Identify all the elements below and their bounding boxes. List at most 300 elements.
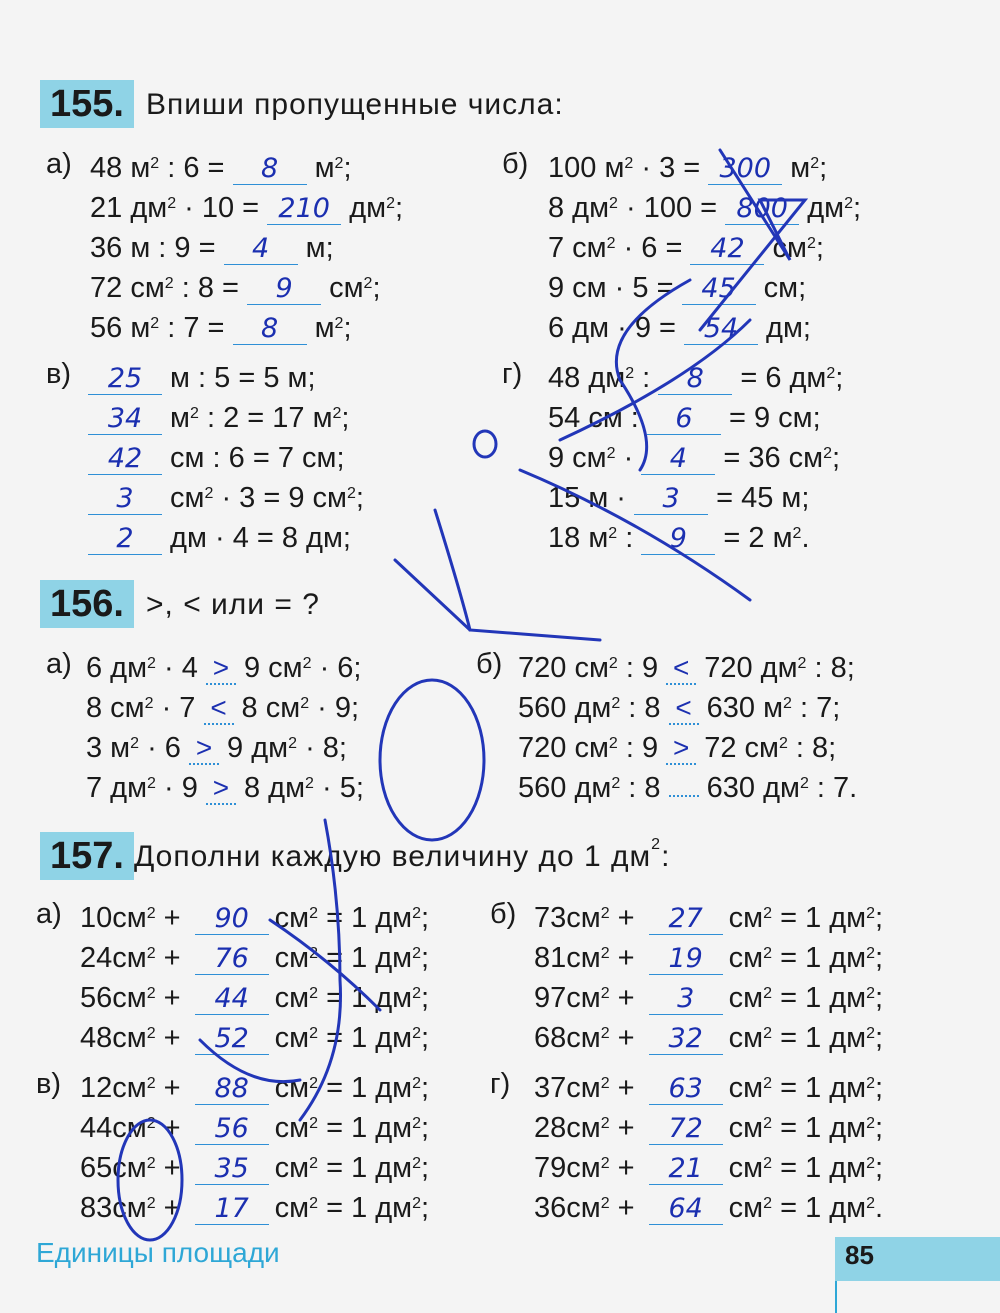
unit: см xyxy=(112,1072,147,1104)
plus-sign: + xyxy=(609,902,643,934)
area-row xyxy=(80,1190,429,1226)
answer-field[interactable]: 72 xyxy=(649,1114,723,1145)
superscript: 2 xyxy=(763,985,773,1002)
superscript: 2 xyxy=(150,155,160,172)
superscript: 2 xyxy=(866,945,876,962)
comparison-row xyxy=(86,770,364,806)
comparison-row xyxy=(518,730,836,766)
equation-text: = 36 см xyxy=(715,442,824,474)
equation-text: · 100 = xyxy=(617,192,726,224)
answer-field[interactable]: 42 xyxy=(690,234,764,265)
superscript: 2 xyxy=(190,405,199,422)
answer-field[interactable]: 76 xyxy=(195,944,269,975)
superscript: 2 xyxy=(204,485,214,502)
comparison-right: 8 см xyxy=(233,692,301,724)
equation-row xyxy=(548,480,809,516)
equation-text: = 1 дм xyxy=(772,1152,867,1184)
comparison-right: : 8; xyxy=(806,652,855,684)
equation-text: ; xyxy=(875,942,884,974)
area-row xyxy=(80,940,429,976)
equation-row xyxy=(548,400,821,436)
superscript: 2 xyxy=(146,985,156,1002)
unit: см xyxy=(728,1112,764,1144)
comparison-left: : 9 xyxy=(617,652,667,684)
area-value: 97 xyxy=(534,982,567,1014)
equation-text: 56 м xyxy=(90,312,151,344)
equation-text: 7 см xyxy=(548,232,607,264)
unit: см xyxy=(112,902,147,934)
superscript: 2 xyxy=(611,695,621,712)
equation-text: 15 м · xyxy=(548,482,635,514)
comparison-sign-field[interactable]: > xyxy=(666,733,696,765)
superscript: 2 xyxy=(346,485,356,502)
equation-text: ; xyxy=(875,1022,884,1054)
equation-row xyxy=(88,360,316,396)
comparison-row xyxy=(518,770,857,806)
plus-sign: + xyxy=(609,1022,643,1054)
area-row xyxy=(80,980,429,1016)
unit: см xyxy=(274,1192,310,1224)
unit: см xyxy=(728,1152,764,1184)
unit: см xyxy=(274,1022,310,1054)
label-157-v: в) xyxy=(36,1068,62,1100)
equation-text: ; xyxy=(875,982,884,1014)
comparison-left: : 8 xyxy=(620,772,669,804)
label-157-g: г) xyxy=(490,1068,511,1100)
plus-sign: + xyxy=(155,1022,189,1054)
comparison-left: : 8 xyxy=(620,692,669,724)
superscript: 2 xyxy=(146,1025,156,1042)
answer-field[interactable]: 27 xyxy=(649,904,723,935)
unit: см xyxy=(274,1072,310,1104)
equation-text: : 7 = xyxy=(159,312,233,344)
superscript: 2 xyxy=(763,945,773,962)
unit: см xyxy=(566,942,601,974)
superscript: 2 xyxy=(167,195,177,212)
equation-text: = 1 дм xyxy=(318,982,413,1014)
superscript: 2 xyxy=(778,735,788,752)
superscript: 2 xyxy=(146,1115,156,1132)
unit: см xyxy=(728,902,764,934)
area-value: 79 xyxy=(534,1152,567,1184)
comparison-left: · 9 xyxy=(155,772,206,804)
equation-text: дм xyxy=(799,192,845,224)
comparison-sign-field[interactable]: < xyxy=(204,693,234,725)
superscript: 2 xyxy=(386,195,395,212)
unit: см xyxy=(274,982,310,1014)
superscript: 2 xyxy=(334,315,344,332)
area-value: 12 xyxy=(80,1072,113,1104)
superscript: 2 xyxy=(866,905,876,922)
label-a: а) xyxy=(46,148,72,180)
equation-text: ; xyxy=(395,192,404,224)
superscript: 2 xyxy=(844,195,853,212)
answer-field[interactable]: 45 xyxy=(682,274,756,305)
equation-text: ; xyxy=(343,152,352,184)
answer-field[interactable]: 8 xyxy=(233,314,307,345)
comparison-sign-field[interactable]: > xyxy=(189,733,219,765)
superscript: 2 xyxy=(600,985,610,1002)
equation-text: = 9 см; xyxy=(720,402,821,434)
equation-text: ; xyxy=(421,1112,430,1144)
unit: см xyxy=(566,1112,601,1144)
equation-text: ; xyxy=(875,1072,884,1104)
superscript: 2 xyxy=(600,1025,610,1042)
equation-text: ; xyxy=(875,1112,884,1144)
unit: см xyxy=(112,1192,147,1224)
superscript: 2 xyxy=(826,365,836,382)
superscript: 2 xyxy=(866,985,876,1002)
plus-sign: + xyxy=(609,942,643,974)
area-value: 68 xyxy=(534,1022,567,1054)
plus-sign: + xyxy=(609,1072,643,1104)
superscript: 2 xyxy=(608,735,618,752)
equation-text: = 1 дм xyxy=(318,1112,413,1144)
superscript: 2 xyxy=(332,405,342,422)
answer-field[interactable]: 800 xyxy=(725,194,799,225)
comparison-left: 3 м xyxy=(86,732,131,764)
comparison-left: 8 см xyxy=(86,692,145,724)
equation-text: м : 5 = 5 м; xyxy=(162,362,316,394)
area-value: 10 xyxy=(80,902,113,934)
answer-field[interactable]: 52 xyxy=(195,1024,269,1055)
equation-text: ; xyxy=(341,402,350,434)
answer-field[interactable]: 2 xyxy=(88,524,162,555)
comparison-row xyxy=(86,690,359,726)
answer-field[interactable]: 210 xyxy=(267,194,341,225)
equation-text: . xyxy=(801,522,810,554)
equation-text: ; xyxy=(372,272,381,304)
superscript: 2 xyxy=(792,525,802,542)
area-row xyxy=(80,1110,429,1146)
superscript: 2 xyxy=(606,235,616,252)
unit: см xyxy=(566,1192,601,1224)
answer-field[interactable]: 90 xyxy=(195,904,269,935)
comparison-left: · 4 xyxy=(155,652,206,684)
answer-field[interactable]: 8 xyxy=(233,154,307,185)
superscript: 2 xyxy=(412,905,422,922)
superscript: 2 xyxy=(146,945,156,962)
plus-sign: + xyxy=(155,1112,189,1144)
equation-text: см xyxy=(162,482,205,514)
equation-text: ; xyxy=(421,942,430,974)
answer-field[interactable]: 8 xyxy=(658,364,732,395)
equation-text: ; xyxy=(832,442,841,474)
equation-text: : 8 = xyxy=(173,272,248,304)
answer-field[interactable]: 21 xyxy=(649,1154,723,1185)
comparison-right: 630 м xyxy=(698,692,784,724)
area-value: 28 xyxy=(534,1112,567,1144)
unit: см xyxy=(566,1072,601,1104)
superscript: 2 xyxy=(309,945,319,962)
equation-text: м xyxy=(306,152,335,184)
comparison-sign-field[interactable] xyxy=(669,795,699,797)
superscript: 2 xyxy=(334,155,344,172)
comparison-right: · 9; xyxy=(309,692,360,724)
area-row xyxy=(534,1150,883,1186)
answer-field[interactable]: 44 xyxy=(195,984,269,1015)
area-value: 65 xyxy=(80,1152,113,1184)
equation-text: дм · 4 = 8 дм; xyxy=(162,522,351,554)
equation-text: · xyxy=(615,442,642,474)
area-row xyxy=(534,900,883,936)
equation-row xyxy=(90,150,352,186)
equation-text: ; xyxy=(875,1152,884,1184)
area-row xyxy=(534,980,883,1016)
equation-row xyxy=(548,310,811,346)
equation-text: 36 м : 9 = xyxy=(90,232,224,264)
answer-field[interactable]: 63 xyxy=(649,1074,723,1105)
equation-text: ; xyxy=(355,482,364,514)
superscript: 2 xyxy=(309,1075,319,1092)
equation-text: 8 дм xyxy=(548,192,610,224)
equation-text: · 6 = xyxy=(615,232,691,264)
equation-text: 18 м xyxy=(548,522,609,554)
task-156-number: 156. xyxy=(40,580,134,628)
unit: см xyxy=(112,1152,147,1184)
task-157-number: 157. xyxy=(40,832,134,880)
superscript: 2 xyxy=(146,905,156,922)
superscript: 2 xyxy=(600,1195,610,1212)
answer-field[interactable]: 6 xyxy=(647,404,721,435)
equation-text: = 2 м xyxy=(715,522,793,554)
equation-text: : 2 = 17 м xyxy=(198,402,333,434)
equation-text: · 10 = xyxy=(176,192,268,224)
comparison-right: : 8; xyxy=(787,732,837,764)
unit: см xyxy=(728,942,764,974)
superscript: 2 xyxy=(763,1075,773,1092)
superscript: 2 xyxy=(763,1115,773,1132)
superscript: 2 xyxy=(783,695,792,712)
equation-row xyxy=(90,230,334,266)
equation-row xyxy=(88,520,351,556)
label-157-a: а) xyxy=(36,898,62,930)
unit: см xyxy=(274,1112,310,1144)
equation-row xyxy=(548,150,827,186)
equation-text: 9 см · 5 = xyxy=(548,272,682,304)
answer-field[interactable]: 4 xyxy=(641,444,715,475)
superscript: 2 xyxy=(763,1195,773,1212)
equation-row xyxy=(548,360,843,396)
equation-text: = 1 дм xyxy=(318,1152,413,1184)
equation-text: = 1 дм xyxy=(772,1022,867,1054)
answer-field[interactable]: 4 xyxy=(224,234,298,265)
answer-field[interactable]: 3 xyxy=(88,484,162,515)
comparison-sign-field[interactable]: < xyxy=(669,693,699,725)
page-number: 85 xyxy=(835,1237,1000,1281)
comparison-left: · 6 xyxy=(139,732,189,764)
comparison-left: 6 дм xyxy=(86,652,148,684)
equation-row xyxy=(548,440,840,476)
comparison-row xyxy=(86,730,347,766)
superscript: 2 xyxy=(797,655,807,672)
equation-text: = 1 дм xyxy=(318,902,413,934)
answer-field[interactable]: 32 xyxy=(649,1024,723,1055)
superscript: 2 xyxy=(625,365,635,382)
comparison-left: 720 см xyxy=(518,652,609,684)
comparison-left: 560 дм xyxy=(518,692,612,724)
superscript: 2 xyxy=(146,1155,156,1172)
superscript: 2 xyxy=(146,1195,156,1212)
superscript: 2 xyxy=(606,445,616,462)
superscript: 2 xyxy=(600,1115,610,1132)
equation-text: 48 м xyxy=(90,152,151,184)
superscript: 2 xyxy=(866,1115,876,1132)
equation-text: ; xyxy=(421,902,430,934)
unit: см xyxy=(728,1192,764,1224)
superscript: 2 xyxy=(309,1115,319,1132)
answer-field[interactable]: 64 xyxy=(649,1194,723,1225)
plus-sign: + xyxy=(609,982,643,1014)
superscript: 2 xyxy=(866,1155,876,1172)
superscript: 2 xyxy=(309,905,319,922)
comparison-right: : 7; xyxy=(791,692,841,724)
superscript: 2 xyxy=(164,275,174,292)
task-156-title: >, < или = ? xyxy=(146,588,320,621)
superscript: 2 xyxy=(309,985,319,1002)
equation-text: · 3 = 9 см xyxy=(213,482,347,514)
answer-field[interactable]: 88 xyxy=(195,1074,269,1105)
equation-text: = 1 дм xyxy=(318,942,413,974)
equation-row xyxy=(88,480,364,516)
equation-text: ; xyxy=(835,362,844,394)
equation-text: = 1 дм xyxy=(772,1072,867,1104)
superscript: 2 xyxy=(412,945,422,962)
area-row xyxy=(80,1070,429,1106)
superscript: 2 xyxy=(147,655,156,672)
equation-text: ; xyxy=(421,1152,430,1184)
answer-field[interactable]: 19 xyxy=(649,944,723,975)
superscript: 2 xyxy=(810,155,820,172)
plus-sign: + xyxy=(155,1192,189,1224)
area-value: 81 xyxy=(534,942,567,974)
equation-row xyxy=(90,190,403,226)
unit: см xyxy=(566,1022,601,1054)
equation-text: = 1 дм xyxy=(772,942,867,974)
equation-row xyxy=(88,400,349,436)
equation-text: см; xyxy=(755,272,807,304)
superscript: 2 xyxy=(823,445,833,462)
superscript: 2 xyxy=(305,775,314,792)
equation-row xyxy=(548,190,861,226)
comparison-row xyxy=(86,650,361,686)
answer-field[interactable]: 300 xyxy=(708,154,782,185)
equation-text: м; xyxy=(297,232,334,264)
area-row xyxy=(534,1110,883,1146)
superscript: 2 xyxy=(147,775,156,792)
answer-field[interactable]: 34 xyxy=(88,404,162,435)
answer-field[interactable]: 9 xyxy=(641,524,715,555)
equation-text: 6 дм · 9 = xyxy=(548,312,684,344)
equation-text: : xyxy=(617,522,642,554)
unit: см xyxy=(112,982,147,1014)
area-value: 56 xyxy=(80,982,113,1014)
comparison-right: · 5; xyxy=(313,772,364,804)
superscript: 2 xyxy=(866,1195,876,1212)
equation-text: ; xyxy=(819,152,828,184)
area-row xyxy=(80,1020,429,1056)
unit: см xyxy=(566,1152,601,1184)
superscript: 2 xyxy=(288,735,298,752)
comparison-right: 9 дм xyxy=(219,732,289,764)
unit: см xyxy=(274,902,310,934)
superscript: 2 xyxy=(799,775,809,792)
comparison-sign-field[interactable]: > xyxy=(206,653,236,685)
equation-text: = 1 дм xyxy=(318,1072,413,1104)
equation-text: = 1 дм xyxy=(772,1112,867,1144)
superscript: 2 xyxy=(309,1025,319,1042)
comparison-left: 720 см xyxy=(518,732,609,764)
equation-text: дм xyxy=(341,192,387,224)
equation-text: 21 дм xyxy=(90,192,168,224)
equation-text: ; xyxy=(815,232,824,264)
comparison-row xyxy=(518,690,840,726)
superscript: 2 xyxy=(412,1155,422,1172)
label-b: б) xyxy=(502,148,529,180)
answer-field[interactable]: 17 xyxy=(195,1194,269,1225)
comparison-sign-field[interactable]: > xyxy=(206,773,236,805)
unit: см xyxy=(728,982,764,1014)
equation-row xyxy=(88,440,345,476)
comparison-right: 630 дм xyxy=(698,772,800,804)
equation-text: = 45 м; xyxy=(708,482,810,514)
equation-text: м xyxy=(162,402,190,434)
unit: см xyxy=(112,1022,147,1054)
equation-row xyxy=(90,310,352,346)
unit: см xyxy=(274,1152,310,1184)
answer-field[interactable]: 54 xyxy=(684,314,758,345)
answer-field[interactable]: 3 xyxy=(649,984,723,1015)
superscript: 2 xyxy=(412,985,422,1002)
superscript: 2 xyxy=(309,1195,319,1212)
equation-text: : 6 = xyxy=(159,152,233,184)
superscript: 2 xyxy=(300,695,310,712)
equation-text: м xyxy=(782,152,811,184)
answer-field[interactable]: 35 xyxy=(195,1154,269,1185)
superscript: 2 xyxy=(866,1025,876,1042)
comparison-right: 72 см xyxy=(696,732,779,764)
superscript: 2 xyxy=(806,235,816,252)
comparison-right: : 7. xyxy=(808,772,858,804)
answer-field[interactable]: 56 xyxy=(195,1114,269,1145)
answer-field[interactable]: 9 xyxy=(247,274,321,305)
plus-sign: + xyxy=(609,1152,643,1184)
comparison-left: 560 дм xyxy=(518,772,612,804)
answer-field[interactable]: 42 xyxy=(88,444,162,475)
superscript: 2 xyxy=(600,1075,610,1092)
superscript: 2 xyxy=(150,315,160,332)
answer-field[interactable]: 3 xyxy=(634,484,708,515)
equation-text: 9 см xyxy=(548,442,607,474)
answer-field[interactable]: 25 xyxy=(88,364,162,395)
equation-text: см xyxy=(764,232,807,264)
comparison-sign-field[interactable]: < xyxy=(666,653,696,685)
unit: см xyxy=(566,902,601,934)
superscript: 2 xyxy=(302,655,312,672)
unit: см xyxy=(112,942,147,974)
area-row xyxy=(534,1190,883,1226)
superscript: 2 xyxy=(146,1075,156,1092)
label-157-b: б) xyxy=(490,898,517,930)
area-value: 48 xyxy=(80,1022,113,1054)
plus-sign: + xyxy=(155,942,189,974)
equation-text: дм; xyxy=(758,312,811,344)
superscript: 2 xyxy=(608,655,618,672)
area-row xyxy=(534,1020,883,1056)
label-156-a: а) xyxy=(46,648,72,680)
plus-sign: + xyxy=(155,902,189,934)
equation-text: ; xyxy=(875,902,884,934)
